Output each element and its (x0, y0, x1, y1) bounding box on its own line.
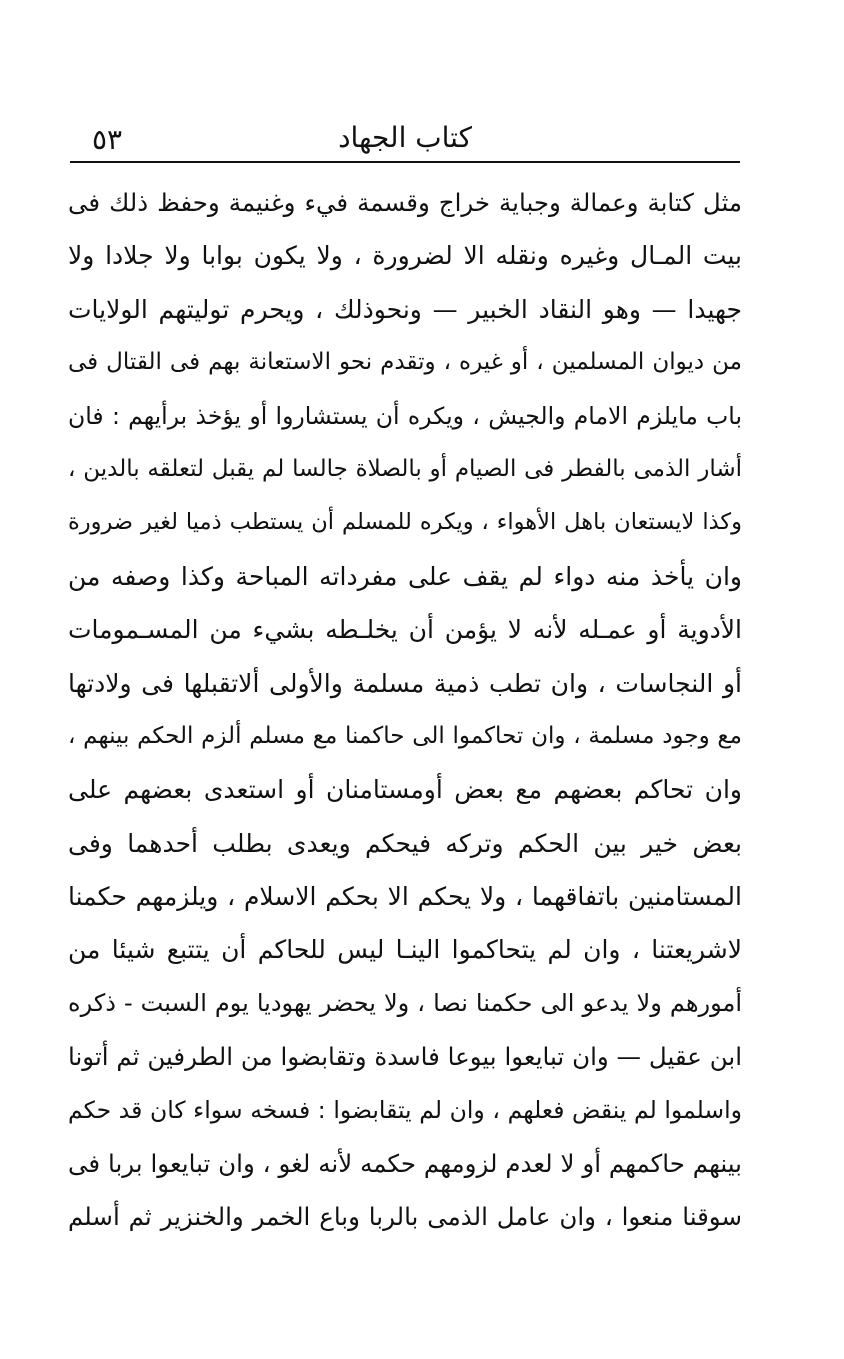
page-header (70, 108, 740, 162)
text-line: وان تحاكم بعضهم مع بعض أومستامنان أو استعدى بعضهم على (68, 775, 742, 805)
text-line: لاشريعتنا ، وان لم يتحاكموا الينـا ليس للحاكم أن يتتبع شيئا من (68, 935, 742, 965)
text-line: باب مايلزم الامام والجيش ، ويكره أن يستشاروا أو يؤخذ برأيهم : فان (68, 401, 742, 430)
text-line: أمورهم ولا يدعو الى حكمنا نصا ، ولا يحضر يهوديا يوم السبت - ذكره (68, 988, 742, 1017)
text-line: أو النجاسات ، وان تطب ذمية مسلمة والأولى ألاتقبلها فى ولادتها (68, 668, 742, 698)
page-number: ٥٣ (92, 123, 123, 156)
text-line: جهيدا — وهو النقاد الخبير — ونحوذلك ، ويحرم توليتهم الولايات (68, 294, 742, 324)
text-line: مع وجود مسلمة ، وان تحاكموا الى حاكمنا مع مسلم ألزم الحكم بينهم ، (68, 722, 742, 749)
body-text (68, 176, 742, 1244)
text-line: بينهم حاكمهم أو لا لعدم لزومهم حكمه لأنه لغو ، وان تبايعوا بربا فى (68, 1149, 742, 1179)
text-line: بعض خير بين الحكم وتركه فيحكم ويعدى بطلب أحدهما وفى (68, 828, 742, 858)
text-line: واسلموا لم ينقض فعلهم ، وان لم يتقابضوا : فسخه سواء كان قد حكم (68, 1095, 742, 1124)
header-rule (70, 161, 740, 163)
text-line: المستامنين باتفاقهما ، ولا يحكم الا بحكم الاسلام ، ويلزمهم حكمنا (68, 882, 742, 912)
text-line: سوقنا منعوا ، وان عامل الذمى بالربا وباع الخمر والخنزير ثم أسلم (68, 1202, 742, 1232)
text-line: بيت المـال وغيره ونقله الا لضرورة ، ولا يكون بوابا ولا جلادا ولا (68, 241, 742, 271)
running-title: كتاب الجهاد (338, 121, 472, 154)
text-line: أشار الذمى بالفطر فى الصيام أو بالصلاة جالسا لم يقبل لتعلقه بالدين ، (68, 455, 742, 482)
text-line: الأدوية أو عمـله لأنه لا يؤمن أن يخلـطه بشيء من المسـمومات (68, 615, 742, 645)
text-line: وان يأخذ منه دواء لم يقف على مفرداته المباحة وكذا وصفه من (68, 561, 742, 591)
text-line: ابن عقيل — وان تبايعوا بيوعا فاسدة وتقابضوا من الطرفين ثم أتونا (68, 1042, 742, 1072)
text-line: من ديوان المسلمين ، أو غيره ، وتقدم نحو الاستعانة بهم فى القتال فى (68, 349, 742, 376)
text-line: مثل كتابة وعمالة وجباية خراج وقسمة فيء وغنيمة وحفظ ذلك فى (68, 188, 742, 217)
text-line: وكذا لايستعان باهل الأهواء ، ويكره للمسلم أن يستطب ذميا لغير ضرورة (68, 509, 742, 536)
